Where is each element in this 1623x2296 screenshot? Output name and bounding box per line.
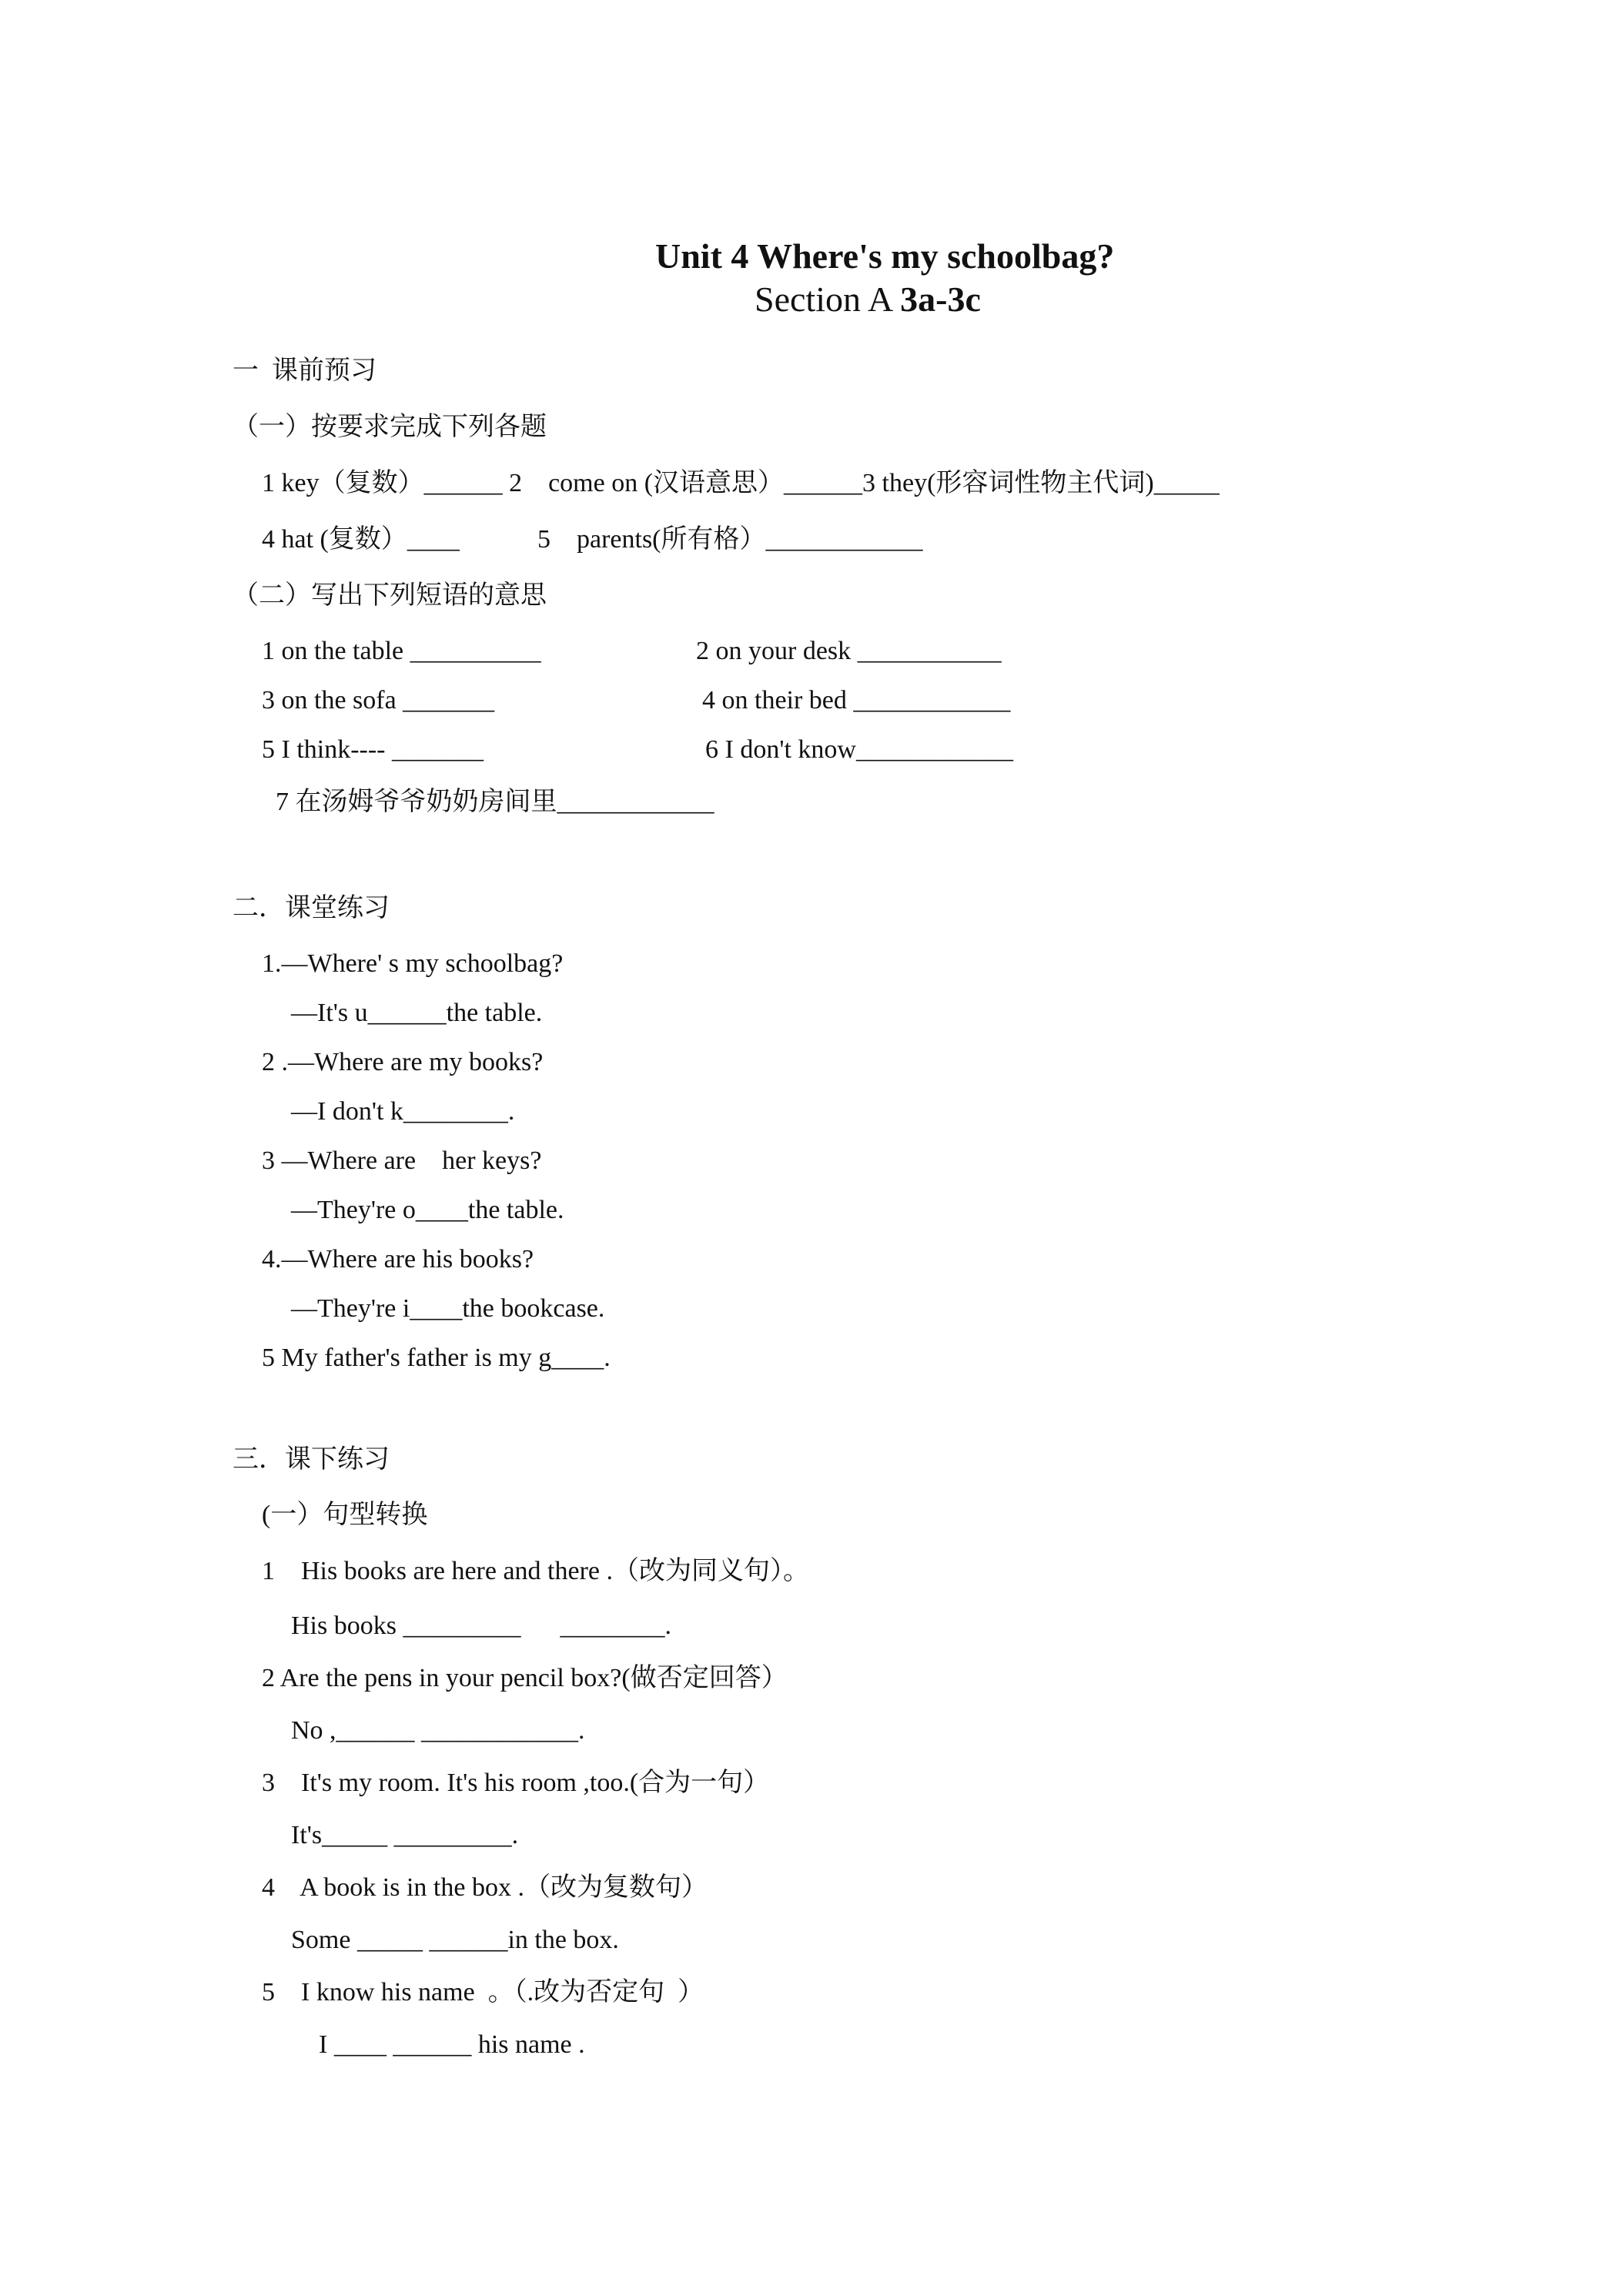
part3-line-3: 2 Are the pens in your pencil box?(做否定回答） [262,1664,788,1692]
part2-heading: 二．课堂练习 [233,894,390,922]
part3-line-4: No ,______ ____________. [291,1716,585,1745]
part3-line-10: I ____ ______ his name . [319,2030,585,2059]
part2-line-2: —It's u______the table. [291,999,543,1027]
phrase-item-7: 7 在汤姆爷爷奶奶房间里____________ [276,788,714,816]
part2-line-4: —I don't k________. [291,1097,515,1126]
part2-line-7: 4.—Where are his books? [262,1245,534,1274]
part1-sub1-heading: （一）按要求完成下列各题 [233,413,547,441]
part1-sub1-line2a: 4 hat (复数）____ [262,525,460,554]
section-range: 3a-3c [900,279,981,319]
part3-heading: 三．课下练习 [233,1445,390,1474]
part1-sub1-line1: 1 key（复数）______ 2 come on (汉语意思）______3 they(形容词性物主代词)_____ [262,469,1220,497]
part3-line-9: 5 I know his name 。（.改为否定句 ） [262,1978,704,2006]
part3-line-8: Some _____ ______in the box. [291,1926,619,1954]
section-prefix: Section A [755,279,901,319]
part3-line-6: It's_____ _________. [291,1821,519,1849]
part2-line-6: —They're o____the table. [291,1196,564,1224]
part2-line-8: —They're i____the bookcase. [291,1294,605,1323]
part3-line-7: 4 A book is in the box .（改为复数句） [262,1873,708,1902]
part3-line-5: 3 It's my room. It's his room ,too.(合为一句） [262,1769,770,1797]
part2-line-5: 3 —Where are her keys? [262,1146,542,1175]
phrase-item-6: 6 I don't know____________ [705,735,1013,764]
phrase-item-2: 2 on your desk ___________ [696,637,1002,665]
part2-line-9: 5 My father's father is my g____. [262,1344,611,1372]
part1-sub1-line2b: 5 parents(所有格）____________ [537,525,923,554]
section-subtitle [755,279,981,320]
phrase-item-5: 5 I think---- _______ [262,735,484,764]
phrase-item-4: 4 on their bed ____________ [702,686,1011,715]
part1-sub2-heading: （二）写出下列短语的意思 [233,581,547,610]
part2-line-1: 1.—Where' s my schoolbag? [262,949,564,978]
part2-line-3: 2 .—Where are my books? [262,1048,544,1076]
part3-line-1: 1 His books are here and there .（改为同义句）。 [262,1557,810,1585]
part3-line-2: His books _________ ________. [291,1612,671,1640]
part3-sub-heading: (一）句型转换 [262,1501,428,1529]
phrase-item-1: 1 on the table __________ [262,637,541,665]
part1-heading: 一 课前预习 [233,356,376,385]
phrase-item-3: 3 on the sofa _______ [262,686,495,715]
worksheet-title: Unit 4 Where's my schoolbag? [655,236,1115,276]
